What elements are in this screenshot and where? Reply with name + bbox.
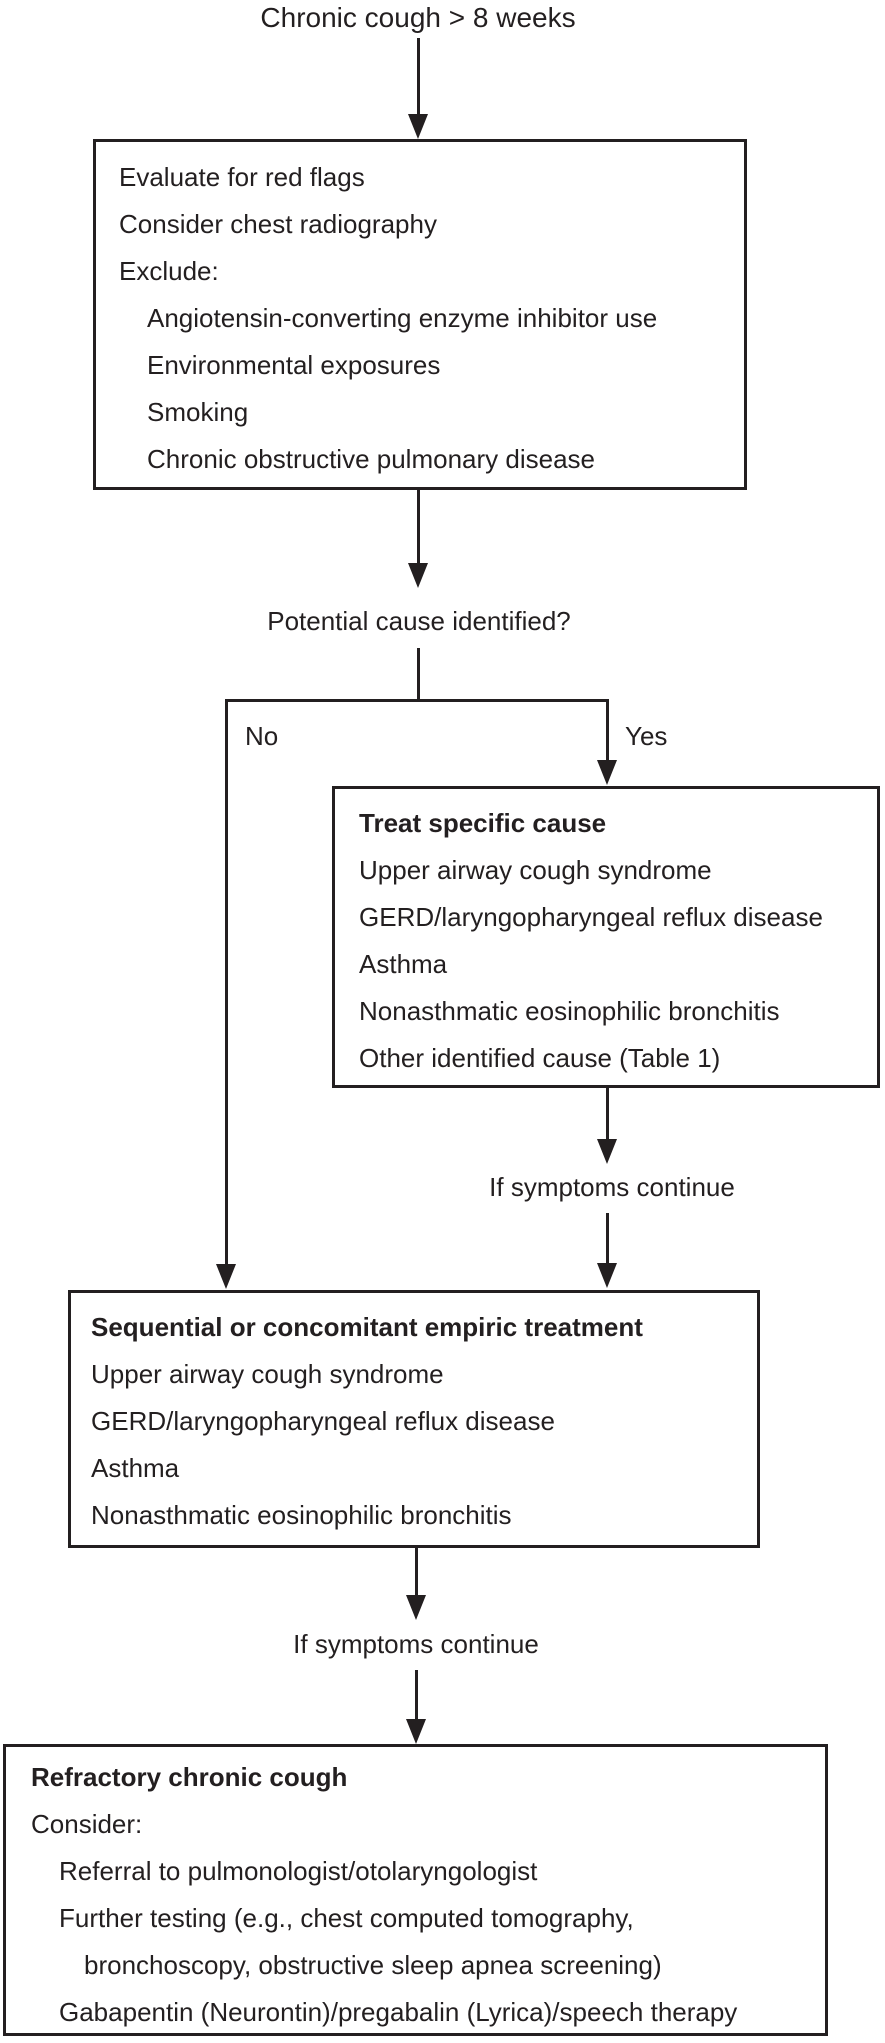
evaluate-box-line: Environmental exposures	[147, 350, 441, 380]
connector-line	[606, 1088, 609, 1140]
refractory-box-line: Further testing (e.g., chest computed tomography,	[59, 1903, 634, 1933]
branch-line	[226, 699, 609, 702]
treat-box-line: Nonasthmatic eosinophilic bronchitis	[359, 996, 780, 1026]
empiric-box-line: Asthma	[91, 1453, 180, 1483]
decision-question: Potential cause identified?	[267, 606, 571, 636]
evaluate-box-line: Exclude:	[119, 256, 219, 286]
empiric-box-line: Nonasthmatic eosinophilic bronchitis	[91, 1500, 512, 1530]
connector-line	[415, 1548, 418, 1596]
treat-box-line: GERD/laryngopharyngeal reflux disease	[359, 902, 823, 932]
arrowhead-down-icon	[597, 760, 617, 785]
treat-box-line: Upper airway cough syndrome	[359, 855, 712, 885]
connector-line	[415, 1670, 418, 1720]
arrowhead-down-icon	[597, 1263, 617, 1288]
arrowhead-down-icon	[408, 114, 428, 139]
refractory-box-line: Consider:	[31, 1809, 143, 1839]
empiric-box-line: Upper airway cough syndrome	[91, 1359, 444, 1389]
arrowhead-down-icon	[408, 563, 428, 588]
treat-box-line: Other identified cause (Table 1)	[359, 1043, 721, 1073]
connector-line	[417, 648, 420, 702]
no-branch-line	[225, 699, 228, 1266]
refractory-box-heading: Refractory chronic cough	[31, 1762, 348, 1792]
refractory-box-line: Gabapentin (Neurontin)/pregabalin (Lyrica)/speech therapy	[59, 1997, 738, 2027]
connector-line	[606, 1213, 609, 1264]
arrowhead-down-icon	[406, 1719, 426, 1744]
yes-branch-line	[606, 699, 609, 762]
if-symptoms-continue-label: If symptoms continue	[489, 1172, 735, 1202]
refractory-box-line: Referral to pulmonologist/otolaryngologist	[59, 1856, 538, 1886]
evaluate-box-line: Smoking	[147, 397, 249, 427]
evaluate-box-line: Consider chest radiography	[119, 209, 437, 239]
if-symptoms-continue-label: If symptoms continue	[293, 1629, 539, 1659]
treat-specific-cause-box	[332, 786, 880, 1088]
evaluate-box-line: Chronic obstructive pulmonary disease	[147, 444, 595, 474]
empiric-box-line: GERD/laryngopharyngeal reflux disease	[91, 1406, 555, 1436]
connector-line	[417, 38, 420, 116]
arrowhead-down-icon	[597, 1139, 617, 1164]
connector-line	[417, 490, 420, 565]
arrowhead-down-icon	[406, 1595, 426, 1620]
start-node-label: Chronic cough > 8 weeks	[260, 2, 576, 33]
evaluate-box-line: Evaluate for red flags	[119, 162, 365, 192]
arrowhead-down-icon	[216, 1264, 236, 1289]
empiric-treatment-box	[68, 1290, 760, 1548]
treat-box-line: Asthma	[359, 949, 448, 979]
refractory-cough-box	[3, 1744, 828, 2036]
yes-branch-label: Yes	[625, 721, 668, 751]
evaluate-box	[93, 139, 747, 490]
refractory-box-line: bronchoscopy, obstructive sleep apnea screening)	[84, 1950, 662, 1980]
no-branch-label: No	[245, 721, 279, 751]
treat-box-heading: Treat specific cause	[359, 808, 607, 838]
empiric-box-heading: Sequential or concomitant empiric treatment	[91, 1312, 643, 1342]
evaluate-box-line: Angiotensin-converting enzyme inhibitor use	[147, 303, 658, 333]
